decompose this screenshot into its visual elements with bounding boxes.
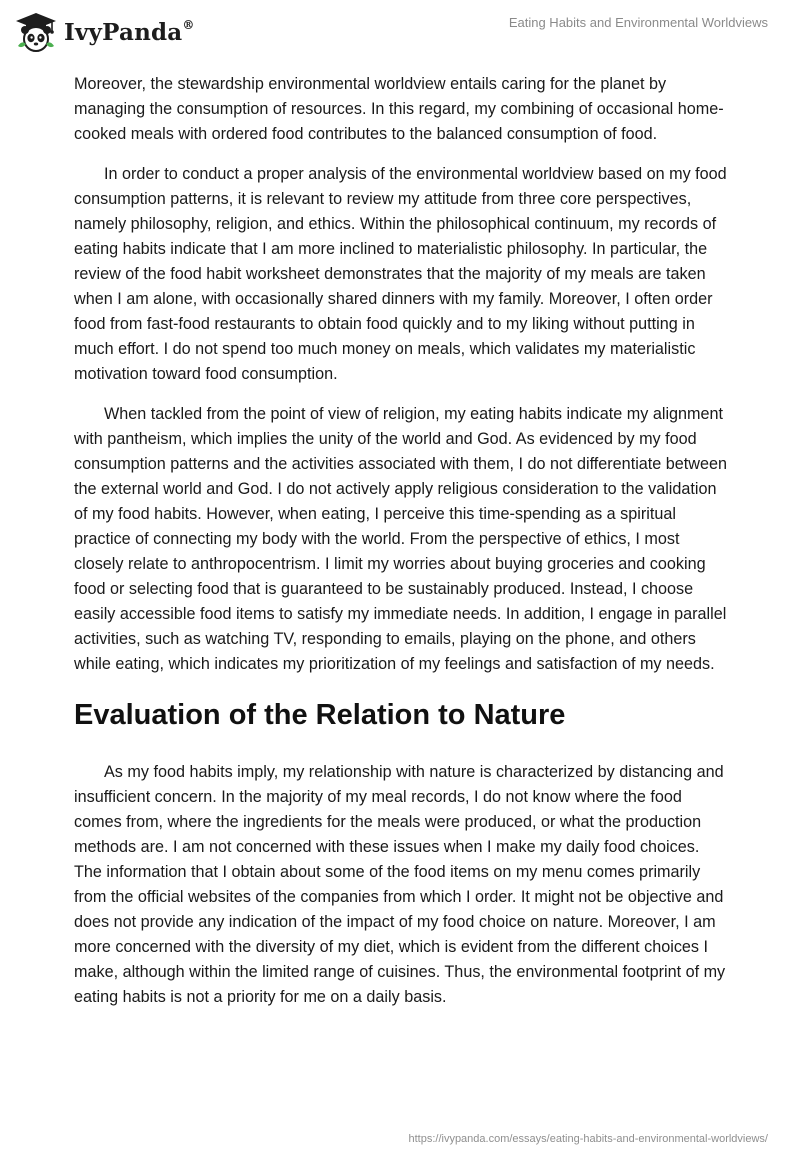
section-heading: Evaluation of the Relation to Nature <box>74 699 566 731</box>
source-url[interactable]: https://ivypanda.com/essays/eating-habits-and-environmental-worldviews/ <box>408 1133 768 1145</box>
brand-logo[interactable] <box>14 10 195 54</box>
registered-mark: ® <box>182 17 195 32</box>
panda-graduate-icon <box>14 10 58 54</box>
document-title: Eating Habits and Environmental Worldviews <box>508 15 768 30</box>
page-header <box>0 0 800 70</box>
paragraph: In order to conduct a proper analysis of the environmental worldview based on my food consumption patterns, it is relevant to review my attitude from three core perspectives, namely philosophy, religion, and ethics. Within the philosophical continuum, my records of eating habits indicate that I am more inclined to materialistic philosophy. In particular, the review of the food habit worksheet demonstrates that the majority of my meals are taken when I am alone, with occasionally shared dinners with my family. Moreover, I often order food from fast-food restaurants to obtain food quickly and to my liking without putting in much effort. I do not spend too much money on meals, which validates my materialistic motivation toward food consumption. <box>74 165 727 383</box>
paragraph: When tackled from the point of view of religion, my eating habits indicate my alignment with pantheism, which implies the unity of the world and God. As evidenced by my food consumption patterns and the activities associated with them, I do not differentiate between the external world and God. I do not actively apply religious consideration to the validation of my food habits. However, when eating, I perceive this time-spending as a spiritual practice of connecting my body with the world. From the perspective of ethics, I most closely relate to anthropocentrism. I limit my worries about buying groceries and cooking food or selecting food that is guaranteed to be sustainably produced. Instead, I choose easily accessible food items to satisfy my immediate needs. In addition, I engage in parallel activities, such as watching TV, responding to emails, playing on the phone, and others while eating, which indicates my prioritization of my feelings and satisfaction of my needs. <box>74 405 727 673</box>
essay-body <box>74 72 728 1025</box>
paragraph: Moreover, the stewardship environmental worldview entails caring for the planet by managing the consumption of resources. In this regard, my combining of occasional home-cooked meals with ordered food contributes to the balanced consumption of food. <box>74 75 724 143</box>
paragraph: As my food habits imply, my relationship with nature is characterized by distancing and insufficient concern. In the majority of my meal records, I do not know where the food comes from, where the ingredients for the meals were produced, or what the production methods are. I am not concerned with these issues when I make my daily food choices. The information that I obtain about some of the food items on my menu comes primarily from the official websites of the companies from which I order. It might not be objective and does not provide any indication of the impact of my food choice on nature. Moreover, I am more concerned with the diversity of my diet, which is evident from the different choices I make, although within the limited range of cuisines. Thus, the environmental footprint of my eating habits is not a priority for me on a daily basis. <box>74 763 726 1006</box>
brand-name: IvyPanda® <box>64 17 195 46</box>
